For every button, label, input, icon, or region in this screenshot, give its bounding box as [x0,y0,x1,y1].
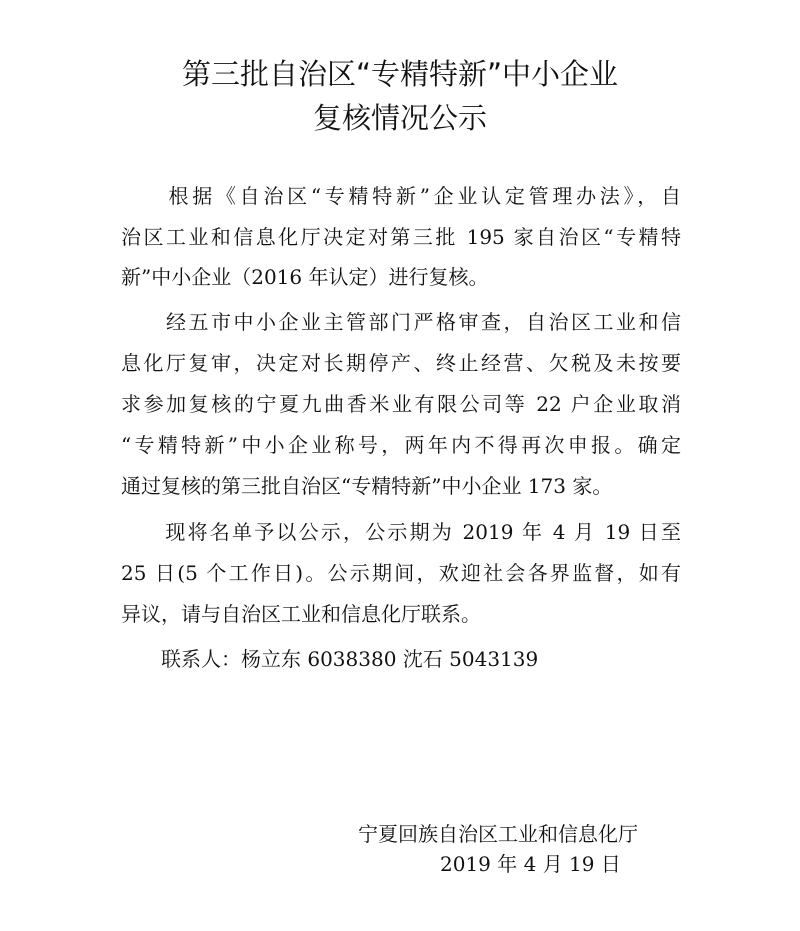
paragraph-3-line-1: 现将名单予以公示，公示期为 2019 年 4 月 19 日至 [121,520,681,544]
paragraph-2-line-3: 求参加复核的宁夏九曲香米业有限公司等 22 户企业取消 [121,392,681,416]
paragraph-1-line-3: 新”中小企业（2016 年认定）进行复核。 [121,265,489,289]
contact-line: 联系人：杨立东 6038380 沈石 5043139 [121,647,539,671]
paragraph-1-line-2: 治区工业和信息化厅决定对第三批 195 家自治区“专精特 [121,225,681,249]
paragraph-1-line-1: 根据《自治区“专精特新”企业认定管理办法》，自 [121,184,681,208]
document-title-line-2: 复核情况公示 [312,101,487,135]
document-title-line-1: 第三批自治区“专精特新”中小企业 [181,57,619,91]
paragraph-2-line-2: 息化厅复审，决定对长期停产、终止经营、欠税及未按要 [121,351,681,375]
signature-date: 2019 年 4 月 19 日 [440,852,621,876]
paragraph-3-line-3: 异议，请与自治区工业和信息化厅联系。 [121,602,481,626]
paragraph-2-line-4: “专精特新”中小企业称号，两年内不得再次申报。确定 [121,433,681,457]
paragraph-2-line-5: 通过复核的第三批自治区“专精特新”中小企业 173 家。 [121,474,613,498]
paragraph-3-line-2: 25 日(5 个工作日)。公示期间，欢迎社会各界监督，如有 [121,561,681,585]
paragraph-2-line-1: 经五市中小企业主管部门严格审查，自治区工业和信 [121,310,681,334]
signature-organization: 宁夏回族自治区工业和信息化厅 [358,822,638,846]
